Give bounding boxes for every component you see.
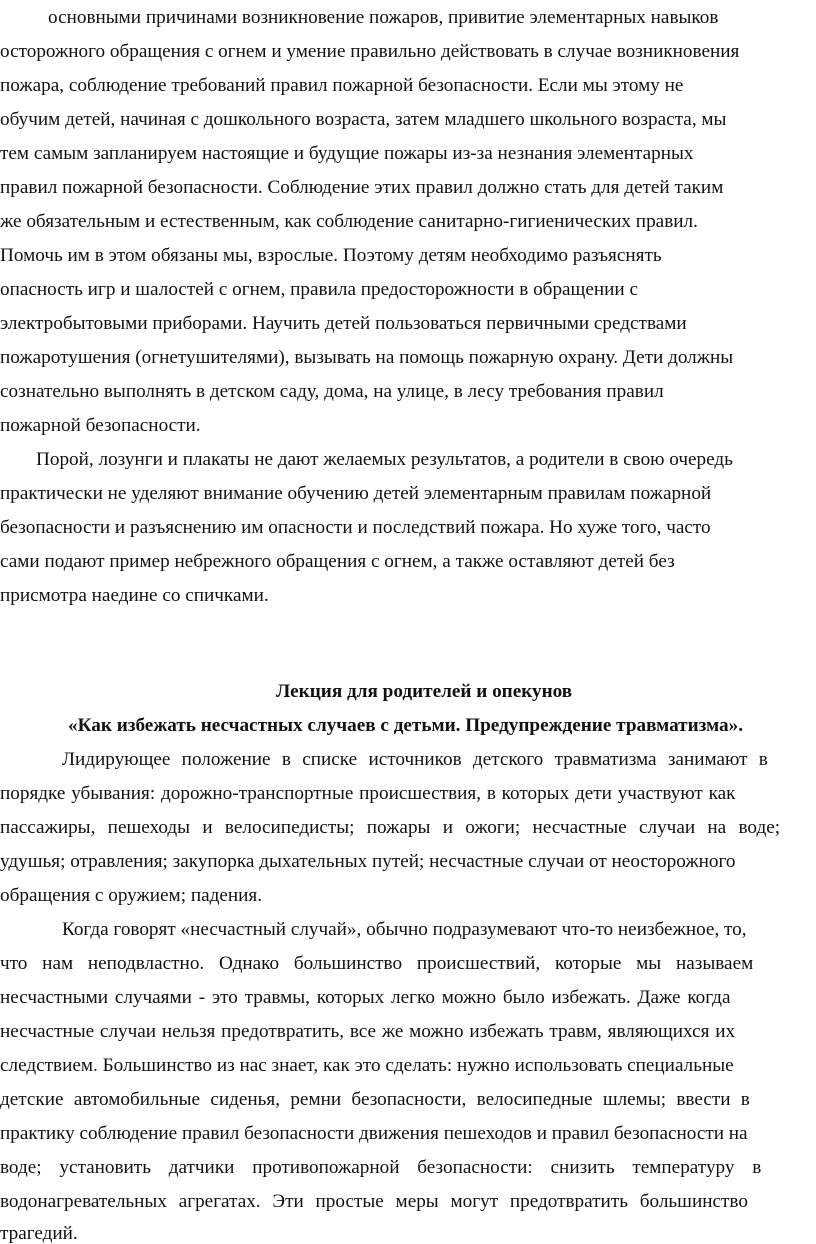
text-line: пожаротушения (огнетушителями), вызывать на помощь пожарную охрану. Дети должны xyxy=(0,347,734,368)
text-line: пожарной безопасности. xyxy=(0,415,201,436)
text-line: водонагревательных агрегатах. Эти простые меры могут предотвратить большинство xyxy=(0,1191,748,1212)
text-line: основными причинами возникновение пожаров, привитие элементарных навыков xyxy=(48,7,719,28)
text-line: обучим детей, начиная с дошкольного возраста, затем младшего школьного возраста, мы xyxy=(0,109,727,130)
text-line: опасность игр и шалостей с огнем, правила предосторожности в обращении с xyxy=(0,279,638,300)
text-line: присмотра наедине со спичками. xyxy=(0,585,269,606)
text-line: же обязательным и естественным, как соблюдение санитарно-гигиенических правил. xyxy=(0,211,698,232)
text-line: сознательно выполнять в детском саду, дома, на улице, в лесу требования правил xyxy=(0,381,664,402)
text-line: что нам неподвластно. Однако большинство происшествий, которые мы называем xyxy=(0,953,754,974)
text-line: обращения с оружием; падения. xyxy=(0,885,263,906)
text-line: осторожного обращения с огнем и умение правильно действовать в случае возникновения xyxy=(0,41,740,62)
text-line: практику соблюдение правил безопасности движения пешеходов и правил безопасности на xyxy=(0,1123,748,1144)
text-line: безопасности и разъяснению им опасности и последствий пожара. Но хуже того, часто xyxy=(0,517,711,538)
text-line: Когда говорят «несчастный случай», обычно подразумевают что-то неизбежное, то, xyxy=(62,919,747,940)
text-line: воде; установить датчики противопожарной безопасности: снизить температуру в xyxy=(0,1157,762,1178)
lecture-subheading: «Как избежать несчастных случаев с детьми. Предупреждение травматизма». xyxy=(68,715,744,736)
text-line: удушья; отравления; закупорка дыхательных путей; несчастные случаи от неосторожного xyxy=(0,851,736,872)
text-line: несчастные случаи нельзя предотвратить, все же можно избежать травм, являющихся их xyxy=(0,1021,736,1042)
text-line: тем самым запланируем настоящие и будущие пожары из-за незнания элементарных xyxy=(0,143,694,164)
lecture-heading: Лекция для родителей и опекунов xyxy=(276,681,573,702)
text-line: Лидирующее положение в списке источников детского травматизма занимают в xyxy=(62,749,768,770)
text-line: пассажиры, пешеходы и велосипедисты; пожары и ожоги; несчастные случаи на воде; xyxy=(0,817,781,838)
text-line: трагедий. xyxy=(0,1223,78,1244)
text-line: электробытовыми приборами. Научить детей пользоваться первичными средствами xyxy=(0,313,687,334)
text-line: Помочь им в этом обязаны мы, взрослые. Поэтому детям необходимо разъяснять xyxy=(0,245,662,266)
text-line: следствием. Большинство из нас знает, как это сделать: нужно использовать специальные xyxy=(0,1055,734,1076)
text-line: правил пожарной безопасности. Соблюдение этих правил должно стать для детей таким xyxy=(0,177,724,198)
text-line: несчастными случаями - это травмы, которых легко можно было избежать. Даже когда xyxy=(0,987,731,1008)
text-line: пожара, соблюдение требований правил пожарной безопасности. Если мы этому не xyxy=(0,75,684,96)
text-line: детские автомобильные сиденья, ремни безопасности, велосипедные шлемы; ввести в xyxy=(0,1089,750,1110)
text-line: Порой, лозунги и плакаты не дают желаемых результатов, а родители в свою очередь xyxy=(36,449,733,470)
text-line: практически не уделяют внимание обучению детей элементарным правилам пожарной xyxy=(0,483,712,504)
text-line: порядке убывания: дорожно-транспортные происшествия, в которых дети участвуют как xyxy=(0,783,736,804)
text-line: сами подают пример небрежного обращения с огнем, а также оставляют детей без xyxy=(0,551,675,572)
